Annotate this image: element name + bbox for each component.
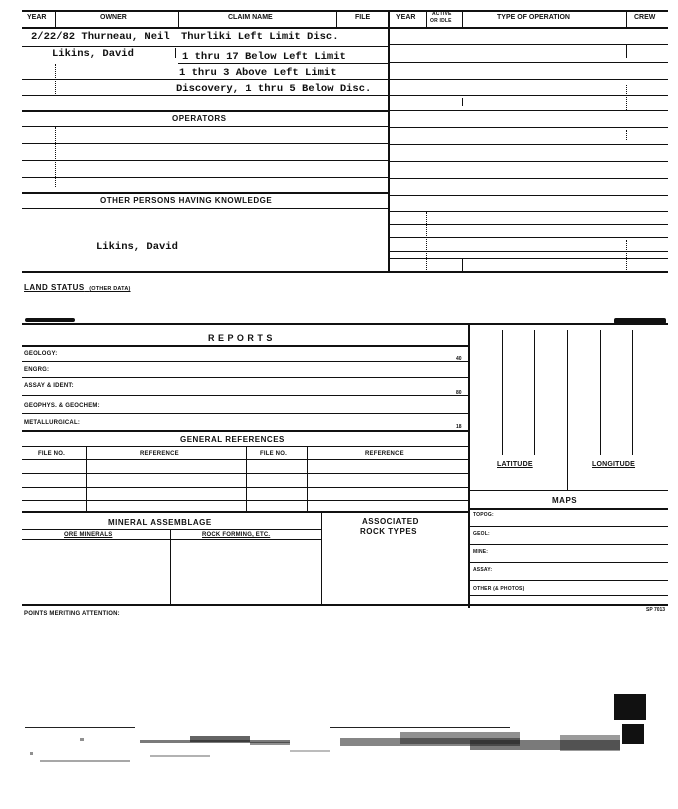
entry-claim-3: 1 thru 3 Above Left Limit bbox=[179, 67, 337, 79]
other-persons-title: OTHER PERSONS HAVING KNOWLEDGE bbox=[100, 196, 273, 205]
operators-title: OPERATORS bbox=[172, 114, 227, 123]
report-metallurgical: METALLURGICAL: bbox=[24, 420, 81, 426]
report-number-2: 80 bbox=[456, 390, 462, 396]
report-number-1: 40 bbox=[456, 356, 462, 362]
maps-mine: MINE: bbox=[473, 549, 489, 555]
header-claim-name: CLAIM NAME bbox=[228, 14, 273, 21]
longitude-label: LONGITUDE bbox=[592, 461, 636, 468]
ref-file-no-1: FILE NO. bbox=[38, 451, 65, 457]
associated-rock-types-line1: ASSOCIATED bbox=[362, 517, 419, 526]
maps-assay: ASSAY: bbox=[473, 567, 493, 573]
mineral-assemblage-title: MINERAL ASSEMBLAGE bbox=[108, 518, 212, 527]
header-crew: CREW bbox=[634, 14, 656, 21]
header-type-of-operation: TYPE OF OPERATION bbox=[497, 14, 570, 21]
ref-reference-2: REFERENCE bbox=[365, 451, 404, 457]
header-year-2: YEAR bbox=[396, 14, 416, 21]
land-status-label: LAND STATUS bbox=[24, 283, 85, 292]
entry-owner-2: Likins, David bbox=[52, 48, 134, 60]
entry-claim-1: Thurliki Left Limit Disc. bbox=[181, 31, 339, 43]
points-meriting-attention: POINTS MERITING ATTENTION: bbox=[24, 611, 120, 617]
maps-other: OTHER (& PHOTOS) bbox=[473, 586, 525, 592]
header-active-line1: ACTIVE bbox=[432, 11, 452, 17]
other-persons-entry: Likins, David bbox=[96, 241, 178, 253]
ref-file-no-2: FILE NO. bbox=[260, 451, 287, 457]
reports-title: R E P O R T S bbox=[208, 333, 273, 343]
ref-reference-1: REFERENCE bbox=[140, 451, 179, 457]
entry-date-owner: 2/22/82 Thurneau, Neil bbox=[31, 31, 170, 43]
report-number-3: 18 bbox=[456, 424, 462, 430]
report-geology: GEOLOGY: bbox=[24, 351, 58, 357]
header-year: YEAR bbox=[27, 14, 47, 21]
ore-minerals-label: ORE MINERALS bbox=[64, 532, 113, 538]
entry-claim-4: Discovery, 1 thru 5 Below Disc. bbox=[176, 83, 372, 95]
land-status-sub: (OTHER DATA) bbox=[89, 286, 131, 292]
report-assay: ASSAY & IDENT: bbox=[24, 383, 74, 389]
rock-forming-label: ROCK FORMING, ETC. bbox=[202, 532, 271, 538]
associated-rock-types-line2: ROCK TYPES bbox=[360, 527, 418, 536]
general-references-title: GENERAL REFERENCES bbox=[180, 435, 285, 444]
entry-claim-2: 1 thru 17 Below Left Limit bbox=[182, 51, 346, 63]
header-active-line2: OR IDLE bbox=[430, 18, 452, 24]
header-file: FILE bbox=[355, 14, 371, 21]
report-geophys: GEOPHYS. & GEOCHEM: bbox=[24, 403, 100, 409]
form-code: SP 7013 bbox=[646, 607, 666, 613]
maps-topog: TOPOG: bbox=[473, 512, 494, 518]
maps-geol: GEOL: bbox=[473, 531, 490, 537]
maps-title: MAPS bbox=[552, 496, 578, 505]
latitude-label: LATITUDE bbox=[497, 461, 533, 468]
report-engrg: ENGRG: bbox=[24, 367, 50, 373]
header-owner: OWNER bbox=[100, 14, 127, 21]
